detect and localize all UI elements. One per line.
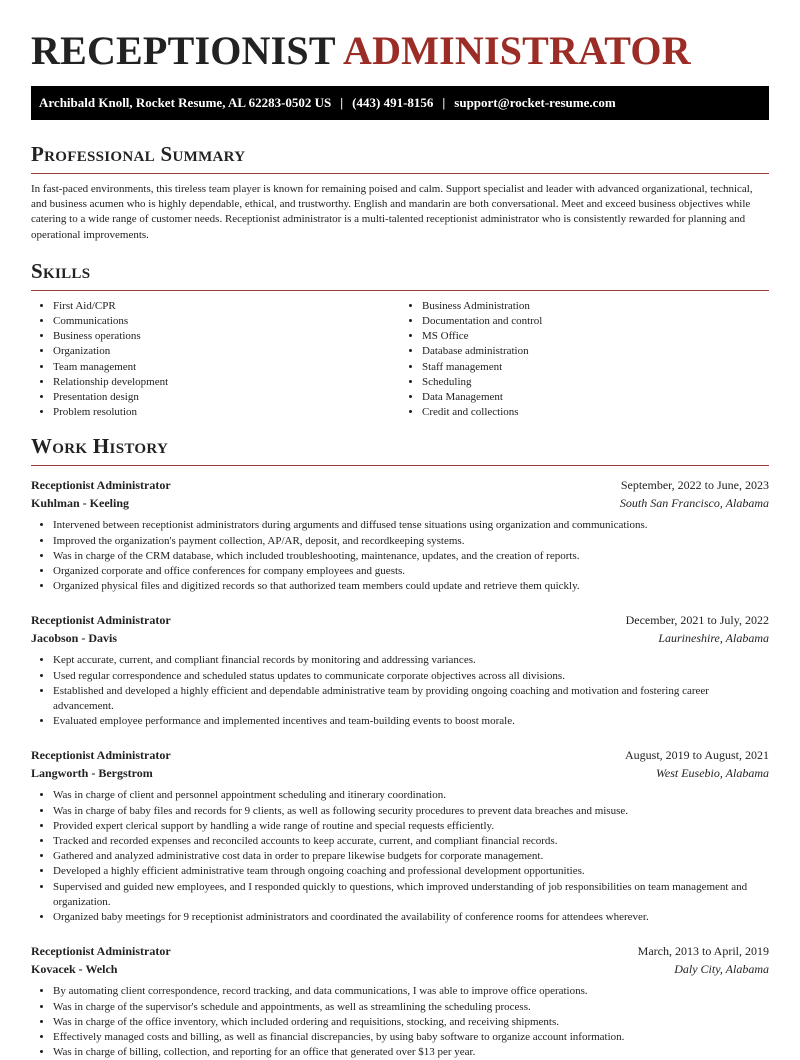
job-bullet: • Effectively managed costs and billing, as well as financial discrepancies, by using baby software to organize account information.: [53, 1030, 769, 1045]
job-bullet: • Was in charge of the office inventory, which included ordering and requisitions, stocking, and receiving shipments.: [53, 1015, 769, 1030]
job-bullet: • Was in charge of the supervisor's schedule and appointments, as well as streamlining the scheduling process.: [53, 1000, 769, 1015]
skill-item: • Business Administration: [422, 299, 769, 314]
job-title: Receptionist Administrator: [31, 748, 171, 763]
skill-item: • Communications: [53, 314, 400, 329]
job-company: Langworth - Bergstrom: [31, 766, 153, 781]
job-bullets: [31, 984, 769, 1060]
job-bullet: • Provided expert clerical support by handling a wide range of routine and special requests efficiently.: [53, 819, 769, 834]
job-bullet: • Organized corporate and office conferences for company employees and guests.: [53, 564, 769, 579]
job-entry: [31, 942, 769, 1060]
skill-item: • Relationship development: [53, 375, 400, 390]
title-second-word: ADMINISTRATOR: [342, 28, 691, 73]
skills-heading: Skills: [31, 259, 769, 291]
job-bullet: • Supervised and guided new employees, and I responded quickly to questions, which improved understanding of job responsibilities on team management and organization.: [53, 880, 769, 910]
skills-grid: [31, 299, 769, 421]
contact-address: Archibald Knoll, Rocket Resume, AL 62283-0502 US: [39, 95, 332, 110]
job-company-row: [31, 764, 769, 782]
job-header-row: [31, 942, 769, 960]
skills-right-column: [400, 299, 769, 421]
skill-item: • Credit and collections: [422, 405, 769, 420]
skill-item: • Scheduling: [422, 375, 769, 390]
job-entry: [31, 746, 769, 925]
job-company-row: [31, 494, 769, 512]
job-entry: [31, 611, 769, 729]
job-bullet: • Evaluated employee performance and implemented incentives and team-building events to boost morale.: [53, 714, 769, 729]
job-header-row: [31, 476, 769, 494]
job-bullet: • Was in charge of the CRM database, which included troubleshooting, maintenance, updates, and the creation of reports.: [53, 549, 769, 564]
skill-item: • Database administration: [422, 344, 769, 359]
job-company: Jacobson - Davis: [31, 631, 118, 646]
job-company-row: [31, 629, 769, 647]
job-location: Laurineshire, Alabama: [658, 631, 769, 646]
resume-title: [31, 0, 769, 72]
summary-text: In fast-paced environments, this tireless team player is known for remaining poised and calm. Support specialist and leader with advanced organizational, technical, and business acumen who is highly dependable, ethical, and trustworthy. English and mandarin are both conversational. Meet and exceed business objectives while catering to a wide range of customer needs. Receptionist administrator is a multi-talented receptionist administrator who is consistently rewarded for planning and operational improvements.: [31, 183, 753, 241]
skill-item: • Documentation and control: [422, 314, 769, 329]
skill-item: • Team management: [53, 360, 400, 375]
job-bullet: • Kept accurate, current, and compliant financial records by monitoring and addressing variances.: [53, 653, 769, 668]
job-bullet: • Was in charge of billing, collection, and reporting for an office that generated over $13 per year.: [53, 1045, 769, 1060]
job-dates: September, 2022 to June, 2023: [620, 478, 769, 493]
skill-item: • Presentation design: [53, 390, 400, 405]
job-bullets: [31, 653, 769, 729]
work-history-heading: Work History: [31, 434, 769, 466]
job-bullet: • Improved the organization's payment collection, AP/AR, deposit, and recordkeeping systems.: [53, 534, 769, 549]
job-bullet: • Organized baby meetings for 9 receptionist administrators and coordinated the availability of conference rooms for attendees wherever.: [53, 910, 769, 925]
job-company: Kuhlman - Keeling: [31, 496, 130, 511]
job-bullet: • Gathered and analyzed administrative cost data in order to prepare likewise budgets for corporate management.: [53, 849, 769, 864]
job-bullet: • Tracked and recorded expenses and reconciled accounts to keep accurate, current, and compliant financial records.: [53, 834, 769, 849]
skill-item: • Organization: [53, 344, 400, 359]
job-company-row: [31, 960, 769, 978]
job-bullet: • Was in charge of baby files and records for 9 clients, as well as following security procedures to prevent data breaches and misuse.: [53, 804, 769, 819]
title-first-word: RECEPTIONIST: [31, 28, 335, 73]
job-title: Receptionist Administrator: [31, 613, 171, 628]
job-bullet: • Established and developed a highly efficient and dependable administrative team by providing ongoing coaching and motivation and fostering career advancement.: [53, 684, 769, 714]
job-location: South San Francisco, Alabama: [619, 496, 769, 511]
contact-email[interactable]: support@rocket-resume.com: [454, 95, 616, 110]
skill-item: • Problem resolution: [53, 405, 400, 420]
contact-phone: (443) 491-8156: [352, 95, 434, 110]
job-dates: March, 2013 to April, 2019: [637, 944, 769, 959]
job-bullet: • Intervened between receptionist administrators during arguments and diffused tense situations using organization and communications.: [53, 518, 769, 533]
job-entry: [31, 476, 769, 594]
skill-item: • Data Management: [422, 390, 769, 405]
contact-bar: [31, 86, 769, 120]
job-header-row: [31, 611, 769, 629]
job-title: Receptionist Administrator: [31, 944, 171, 959]
skills-left-column: [31, 299, 400, 421]
job-location: West Eusebio, Alabama: [656, 766, 769, 781]
skill-item: • MS Office: [422, 329, 769, 344]
job-bullet: • By automating client correspondence, record tracking, and data communications, I was able to improve office operations.: [53, 984, 769, 999]
job-dates: August, 2019 to August, 2021: [624, 748, 769, 763]
job-bullet: • Was in charge of client and personnel appointment scheduling and itinerary coordination.: [53, 788, 769, 803]
contact-separator: |: [340, 95, 344, 110]
job-bullet: • Organized physical files and digitized records so that authorized team members could update and retrieve them quickly.: [53, 579, 769, 594]
job-bullets: [31, 788, 769, 925]
job-bullet: • Developed a highly efficient administrative team through ongoing coaching and professional development opportunities.: [53, 864, 769, 879]
skill-item: • Staff management: [422, 360, 769, 375]
job-header-row: [31, 746, 769, 764]
contact-separator: |: [442, 95, 446, 110]
job-company: Kovacek - Welch: [31, 962, 118, 977]
skill-item: • Business operations: [53, 329, 400, 344]
skill-item: • First Aid/CPR: [53, 299, 400, 314]
job-title: Receptionist Administrator: [31, 478, 171, 493]
job-location: Daly City, Alabama: [674, 962, 769, 977]
job-bullets: [31, 518, 769, 594]
job-bullet: • Used regular correspondence and scheduled status updates to communicate corporate objectives across all divisions.: [53, 669, 769, 684]
job-dates: December, 2021 to July, 2022: [625, 613, 769, 628]
summary-heading: Professional Summary: [31, 142, 769, 174]
